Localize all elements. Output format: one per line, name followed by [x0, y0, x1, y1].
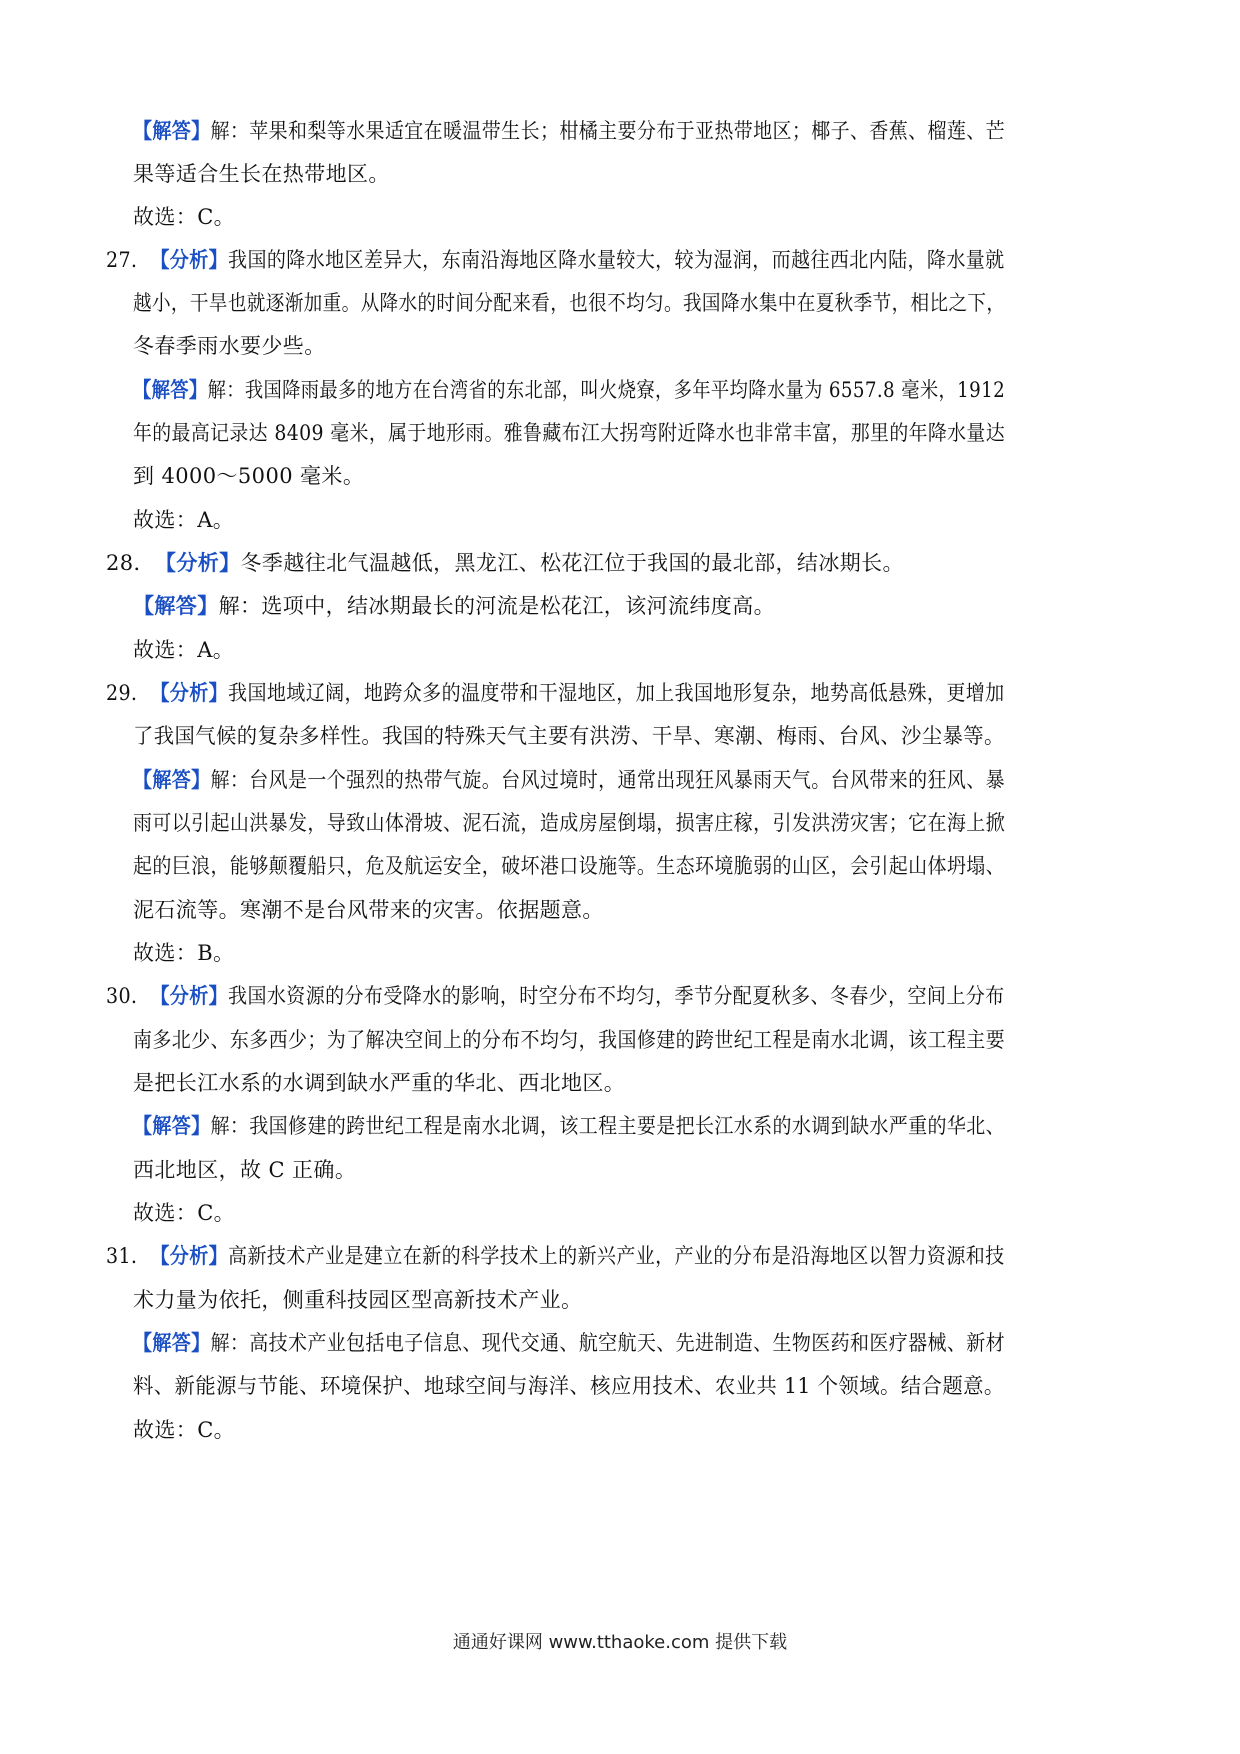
analysis-text: 冬季越往北气温越低，黑龙江、松花江位于我国的最北部，结冰期长。 [240, 551, 904, 575]
q30-answer-line: 西北地区，故 C 正确。 [133, 1158, 357, 1182]
analysis-label: 【分析】 [150, 1243, 229, 1268]
q29-analysis-line [106, 678, 1005, 708]
q30-analysis-line: 南多北少、东多西少；为了解决空间上的分布不均匀，我国修建的跨世纪工程是南水北调，该工程主要 [133, 1028, 1005, 1052]
q30-choice: 故选：C。 [133, 1201, 236, 1225]
q31-analysis-line [106, 1241, 1005, 1271]
answer-label: 【解答】 [133, 377, 208, 402]
answer-text: 解：苹果和梨等水果适宜在暖温带生长；柑橘主要分布于亚热带地区；椰子、香蕉、榴莲、芒 [210, 119, 1006, 143]
q27-analysis-line: 越小，干旱也就逐渐加重。从降水的时间分配来看，也很不均匀。我国降水集中在夏秋季节，相比之下， [133, 291, 1006, 315]
analysis-label: 【分析】 [154, 550, 241, 575]
analysis-label: 【分析】 [150, 680, 229, 705]
answer-label: 【解答】 [133, 593, 219, 618]
answer-label: 【解答】 [133, 1113, 211, 1138]
analysis-text: 高新技术产业是建立在新的科学技术上的新兴产业，产业的分布是沿海地区以智力资源和技 [228, 1244, 1005, 1268]
q27-answer-line: 年的最高记录达 8409 毫米，属于地形雨。雅鲁藏布江大拐弯附近降水也非常丰富，那里的年降水量达 [133, 421, 1005, 445]
q28-choice: 故选：A。 [133, 638, 235, 662]
q31-answer-line: 料、新能源与节能、环境保护、地球空间与海洋、核应用技术、农业共 11 个领域。结合题意。 [133, 1374, 1005, 1398]
answer-text: 解：选项中，结冰期最长的河流是松花江，该河流纬度高。 [218, 594, 776, 618]
q27-analysis-line: 冬春季雨水要少些。 [133, 334, 326, 358]
q26-answer-line: 果等适合生长在热带地区。 [133, 162, 390, 186]
q27-choice: 故选：A。 [133, 508, 235, 532]
question-number: 29． [106, 681, 151, 705]
answer-text: 解：高技术产业包括电子信息、现代交通、航空航天、先进制造、生物医药和医疗器械、新材 [210, 1331, 1006, 1355]
question-number: 28． [106, 551, 155, 575]
question-number: 27． [106, 248, 151, 272]
q29-answer-line: 泥石流等。寒潮不是台风带来的灾害。依据题意。 [133, 898, 604, 922]
q31-choice: 故选：C。 [133, 1418, 236, 1442]
question-number: 31． [106, 1244, 151, 1268]
q26-answer-line [133, 116, 1005, 146]
analysis-text: 我国地域辽阔，地跨众多的温度带和干湿地区，加上我国地形复杂，地势高低悬殊，更增加 [228, 681, 1005, 705]
q30-answer-line [133, 1111, 1005, 1141]
question-number: 30． [106, 984, 151, 1008]
page-footer: 通通好课网 www.tthaoke.com 提供下载 [452, 1632, 788, 1653]
q31-analysis-line: 术力量为依托，侧重科技园区型高新技术产业。 [133, 1288, 583, 1312]
q28-analysis-line [106, 548, 904, 578]
q29-answer-line: 雨可以引起山洪暴发，导致山体滑坡、泥石流，造成房屋倒塌，损害庄稼，引发洪涝灾害；它在海上掀 [133, 811, 1005, 835]
answer-text: 解：台风是一个强烈的热带气旋。台风过境时，通常出现狂风暴雨天气。台风带来的狂风、暴 [210, 768, 1006, 792]
analysis-text: 我国水资源的分布受降水的影响，时空分布不均匀，季节分配夏秋多、冬春少，空间上分布 [228, 984, 1005, 1008]
q29-analysis-line: 了我国气候的复杂多样性。我国的特殊天气主要有洪涝、干旱、寒潮、梅雨、台风、沙尘暴等。 [133, 724, 1005, 748]
answer-label: 【解答】 [133, 1330, 211, 1355]
q31-answer-line [133, 1328, 1005, 1358]
q27-answer-line [133, 375, 1005, 405]
q27-answer-line: 到 4000～5000 毫米。 [133, 464, 365, 488]
q27-analysis-line [106, 245, 1005, 275]
q29-answer-line: 起的巨浪，能够颠覆船只，危及航运安全，破坏港口设施等。生态环境脆弱的山区，会引起山体坍塌、 [133, 854, 1005, 878]
q29-choice: 故选：B。 [133, 941, 235, 965]
analysis-text: 我国的降水地区差异大，东南沿海地区降水量较大，较为湿润，而越往西北内陆，降水量就 [228, 248, 1005, 272]
answer-text: 解：我国降雨最多的地方在台湾省的东北部，叫火烧寮，多年平均降水量为 6557.8 毫米，1912 [207, 378, 1006, 402]
analysis-label: 【分析】 [150, 983, 229, 1008]
answer-text: 解：我国修建的跨世纪工程是南水北调，该工程主要是把长江水系的水调到缺水严重的华北、 [210, 1114, 1006, 1138]
answer-label: 【解答】 [133, 118, 211, 143]
q30-analysis-line: 是把长江水系的水调到缺水严重的华北、西北地区。 [133, 1071, 626, 1095]
q30-analysis-line [106, 981, 1005, 1011]
q29-answer-line [133, 765, 1005, 795]
q28-answer-line [133, 591, 775, 621]
analysis-label: 【分析】 [150, 247, 229, 272]
q26-choice: 故选：C。 [133, 205, 236, 229]
answer-label: 【解答】 [133, 767, 211, 792]
